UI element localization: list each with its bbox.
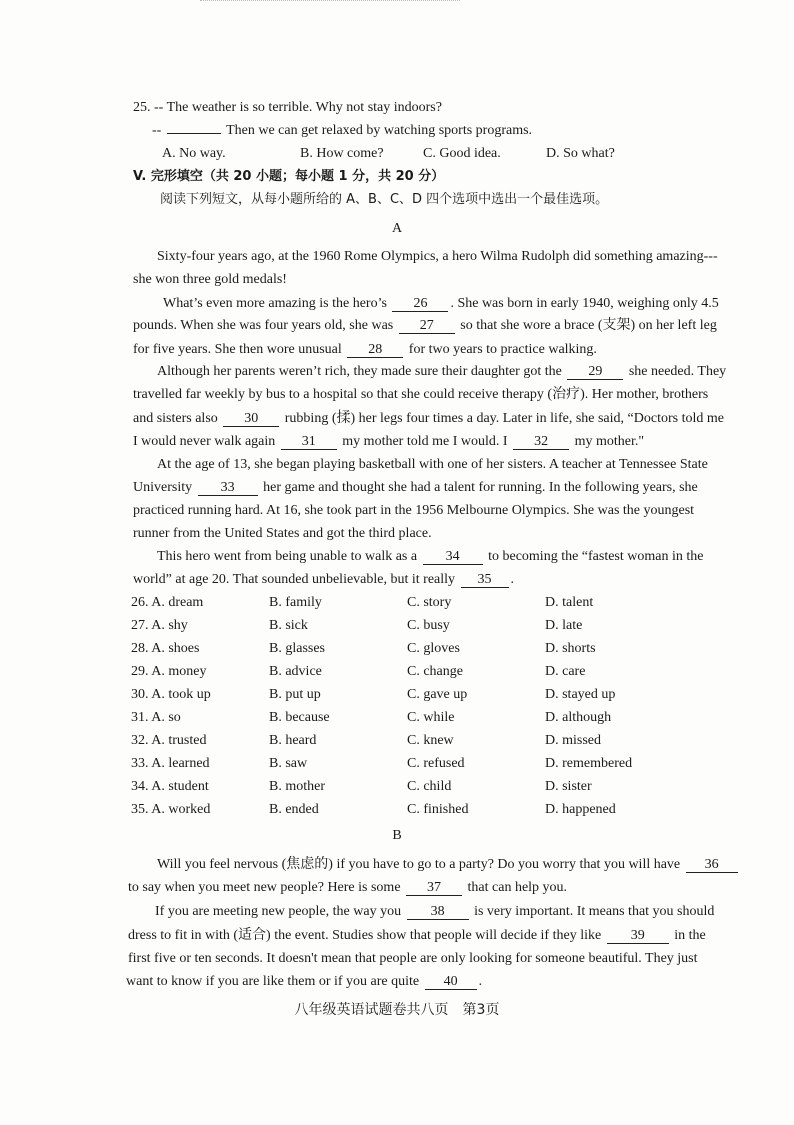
option-26-d: D. talent — [545, 595, 594, 610]
passage-b-line: Will you feel nervous (焦虑的) if you have to go to a party? Do you worry that you will have 36 — [157, 857, 740, 873]
option-30-d: D. stayed up — [545, 687, 616, 702]
blank-27: 27 — [399, 319, 455, 334]
passage-a-line: travelled far weekly by bus to a hospital so that she could receive therapy (治疗). Her mother, brothers — [133, 387, 709, 402]
option-35-b: B. ended — [269, 802, 319, 817]
option-31-c: C. while — [407, 710, 455, 725]
option-27-b: B. sick — [269, 618, 308, 633]
q25-option-d: D. So what? — [546, 146, 615, 161]
section-instruction: 阅读下列短文，从每小题所给的 A、B、C、D 四个选项中选出一个最佳选项。 — [160, 192, 609, 207]
passage-b-line: want to know if you are like them or if you are quite 40 . — [126, 974, 483, 989]
blank-34: 34 — [423, 550, 483, 565]
page-footer: 八年级英语试题卷共八页 第3页 — [294, 1002, 500, 1018]
passage-a-line: runner from the United States and got the third place. — [133, 526, 432, 541]
option-28-c: C. gloves — [407, 641, 460, 656]
q25-stem: 25. -- The weather is so terrible. Why not stay indoors? — [133, 100, 442, 115]
option-35-a: 35. A. worked — [131, 802, 211, 817]
passage-a-line: pounds. When she was four years old, she was 27 so that she wore a brace (支架) on her left leg — [133, 318, 717, 333]
option-33-c: C. refused — [407, 756, 465, 771]
option-34-b: B. mother — [269, 779, 325, 794]
passage-a-line: University 33 her game and thought she had a talent for running. In the following years, she — [133, 480, 698, 495]
option-29-c: C. change — [407, 664, 463, 679]
option-30-a: 30. A. took up — [131, 687, 211, 702]
passage-a-line: At the age of 13, she began playing basketball with one of her sisters. A teacher at Tennessee State — [157, 457, 708, 472]
passage-b-label: B — [392, 828, 402, 843]
option-32-b: B. heard — [269, 733, 317, 748]
blank-40: 40 — [425, 975, 477, 990]
option-27-d: D. late — [545, 618, 583, 633]
option-33-a: 33. A. learned — [131, 756, 210, 771]
option-32-d: D. missed — [545, 733, 601, 748]
option-28-a: 28. A. shoes — [131, 641, 200, 656]
option-27-c: C. busy — [407, 618, 450, 633]
blank-38: 38 — [407, 905, 469, 920]
passage-a-line: world” at age 20. That sounded unbelievable, but it really 35 . — [133, 572, 515, 587]
option-32-a: 32. A. trusted — [131, 733, 207, 748]
option-29-d: D. care — [545, 664, 586, 679]
option-31-d: D. although — [545, 710, 612, 725]
option-27-a: 27. A. shy — [131, 618, 188, 633]
blank-32: 32 — [513, 435, 569, 450]
option-30-c: C. gave up — [407, 687, 468, 702]
scan-top-edge — [200, 0, 460, 4]
blank-39: 39 — [607, 929, 669, 944]
option-26-a: 26. A. dream — [131, 595, 204, 610]
blank-26: 26 — [392, 297, 448, 312]
section-heading: V. 完形填空（共 20 小题；每小题 1 分，共 20 分） — [133, 169, 445, 184]
option-33-b: B. saw — [269, 756, 308, 771]
option-35-d: D. happened — [545, 802, 616, 817]
blank-30: 30 — [223, 412, 279, 427]
option-26-c: C. story — [407, 595, 452, 610]
option-28-d: D. shorts — [545, 641, 596, 656]
passage-a-line: I would never walk again 31 my mother told me I would. I 32 my mother." — [133, 434, 645, 449]
passage-a-line: and sisters also 30 rubbing (揉) her legs four times a day. Later in life, she said, “Doctors told me — [133, 411, 724, 426]
blank-29: 29 — [567, 365, 623, 380]
blank-35: 35 — [461, 573, 509, 588]
blank-37: 37 — [406, 881, 462, 896]
passage-a-line: What’s even more amazing is the hero’s 26 . She was born in early 1940, weighing only 4.5 — [163, 296, 719, 311]
blank-36: 36 — [686, 858, 738, 873]
passage-a-line: Sixty-four years ago, at the 1960 Rome Olympics, a hero Wilma Rudolph did something amazing--- — [157, 249, 718, 264]
blank-33: 33 — [198, 481, 258, 496]
option-29-a: 29. A. money — [131, 664, 207, 679]
passage-a-line: Although her parents weren’t rich, they made sure their daughter got the 29 she needed. They — [157, 364, 727, 379]
q25-option-c: C. Good idea. — [423, 146, 501, 161]
passage-a-label: A — [391, 221, 403, 236]
option-33-d: D. remembered — [545, 756, 633, 771]
blank-28: 28 — [347, 343, 403, 358]
passage-b-line: dress to fit in with (适合) the event. Studies show that people will decide if they like 39 in the — [128, 928, 706, 943]
option-34-a: 34. A. student — [131, 779, 209, 794]
option-34-d: D. sister — [545, 779, 592, 794]
passage-b-line: to say when you meet new people? Here is some 37 that can help you. — [128, 880, 568, 895]
option-28-b: B. glasses — [269, 641, 325, 656]
blank-31: 31 — [281, 435, 337, 450]
q25-option-b: B. How come? — [300, 146, 384, 161]
option-34-c: C. child — [407, 779, 452, 794]
passage-b-line: first five or ten seconds. It doesn't mean that people are only looking for someone beautiful. They just — [128, 951, 698, 966]
passage-b-line: If you are meeting new people, the way you 38 is very important. It means that you should — [155, 904, 715, 919]
q25-reply: -- Then we can get relaxed by watching sports programs. — [152, 123, 533, 138]
option-31-a: 31. A. so — [131, 710, 181, 725]
q25-option-a: A. No way. — [162, 146, 226, 161]
passage-a-line: This hero went from being unable to walk as a 34 to becoming the “fastest woman in the — [157, 549, 704, 564]
passage-a-line: practiced running hard. At 16, she took part in the 1956 Melbourne Olympics. She was the youngest — [133, 503, 695, 518]
option-32-c: C. knew — [407, 733, 454, 748]
q25-blank — [167, 133, 221, 134]
option-31-b: B. because — [269, 710, 330, 725]
option-26-b: B. family — [269, 595, 322, 610]
passage-a-line: for five years. She then wore unusual 28 for two years to practice walking. — [133, 342, 597, 357]
option-35-c: C. finished — [407, 802, 469, 817]
option-30-b: B. put up — [269, 687, 321, 702]
option-29-b: B. advice — [269, 664, 322, 679]
passage-a-line: she won three gold medals! — [133, 272, 287, 287]
